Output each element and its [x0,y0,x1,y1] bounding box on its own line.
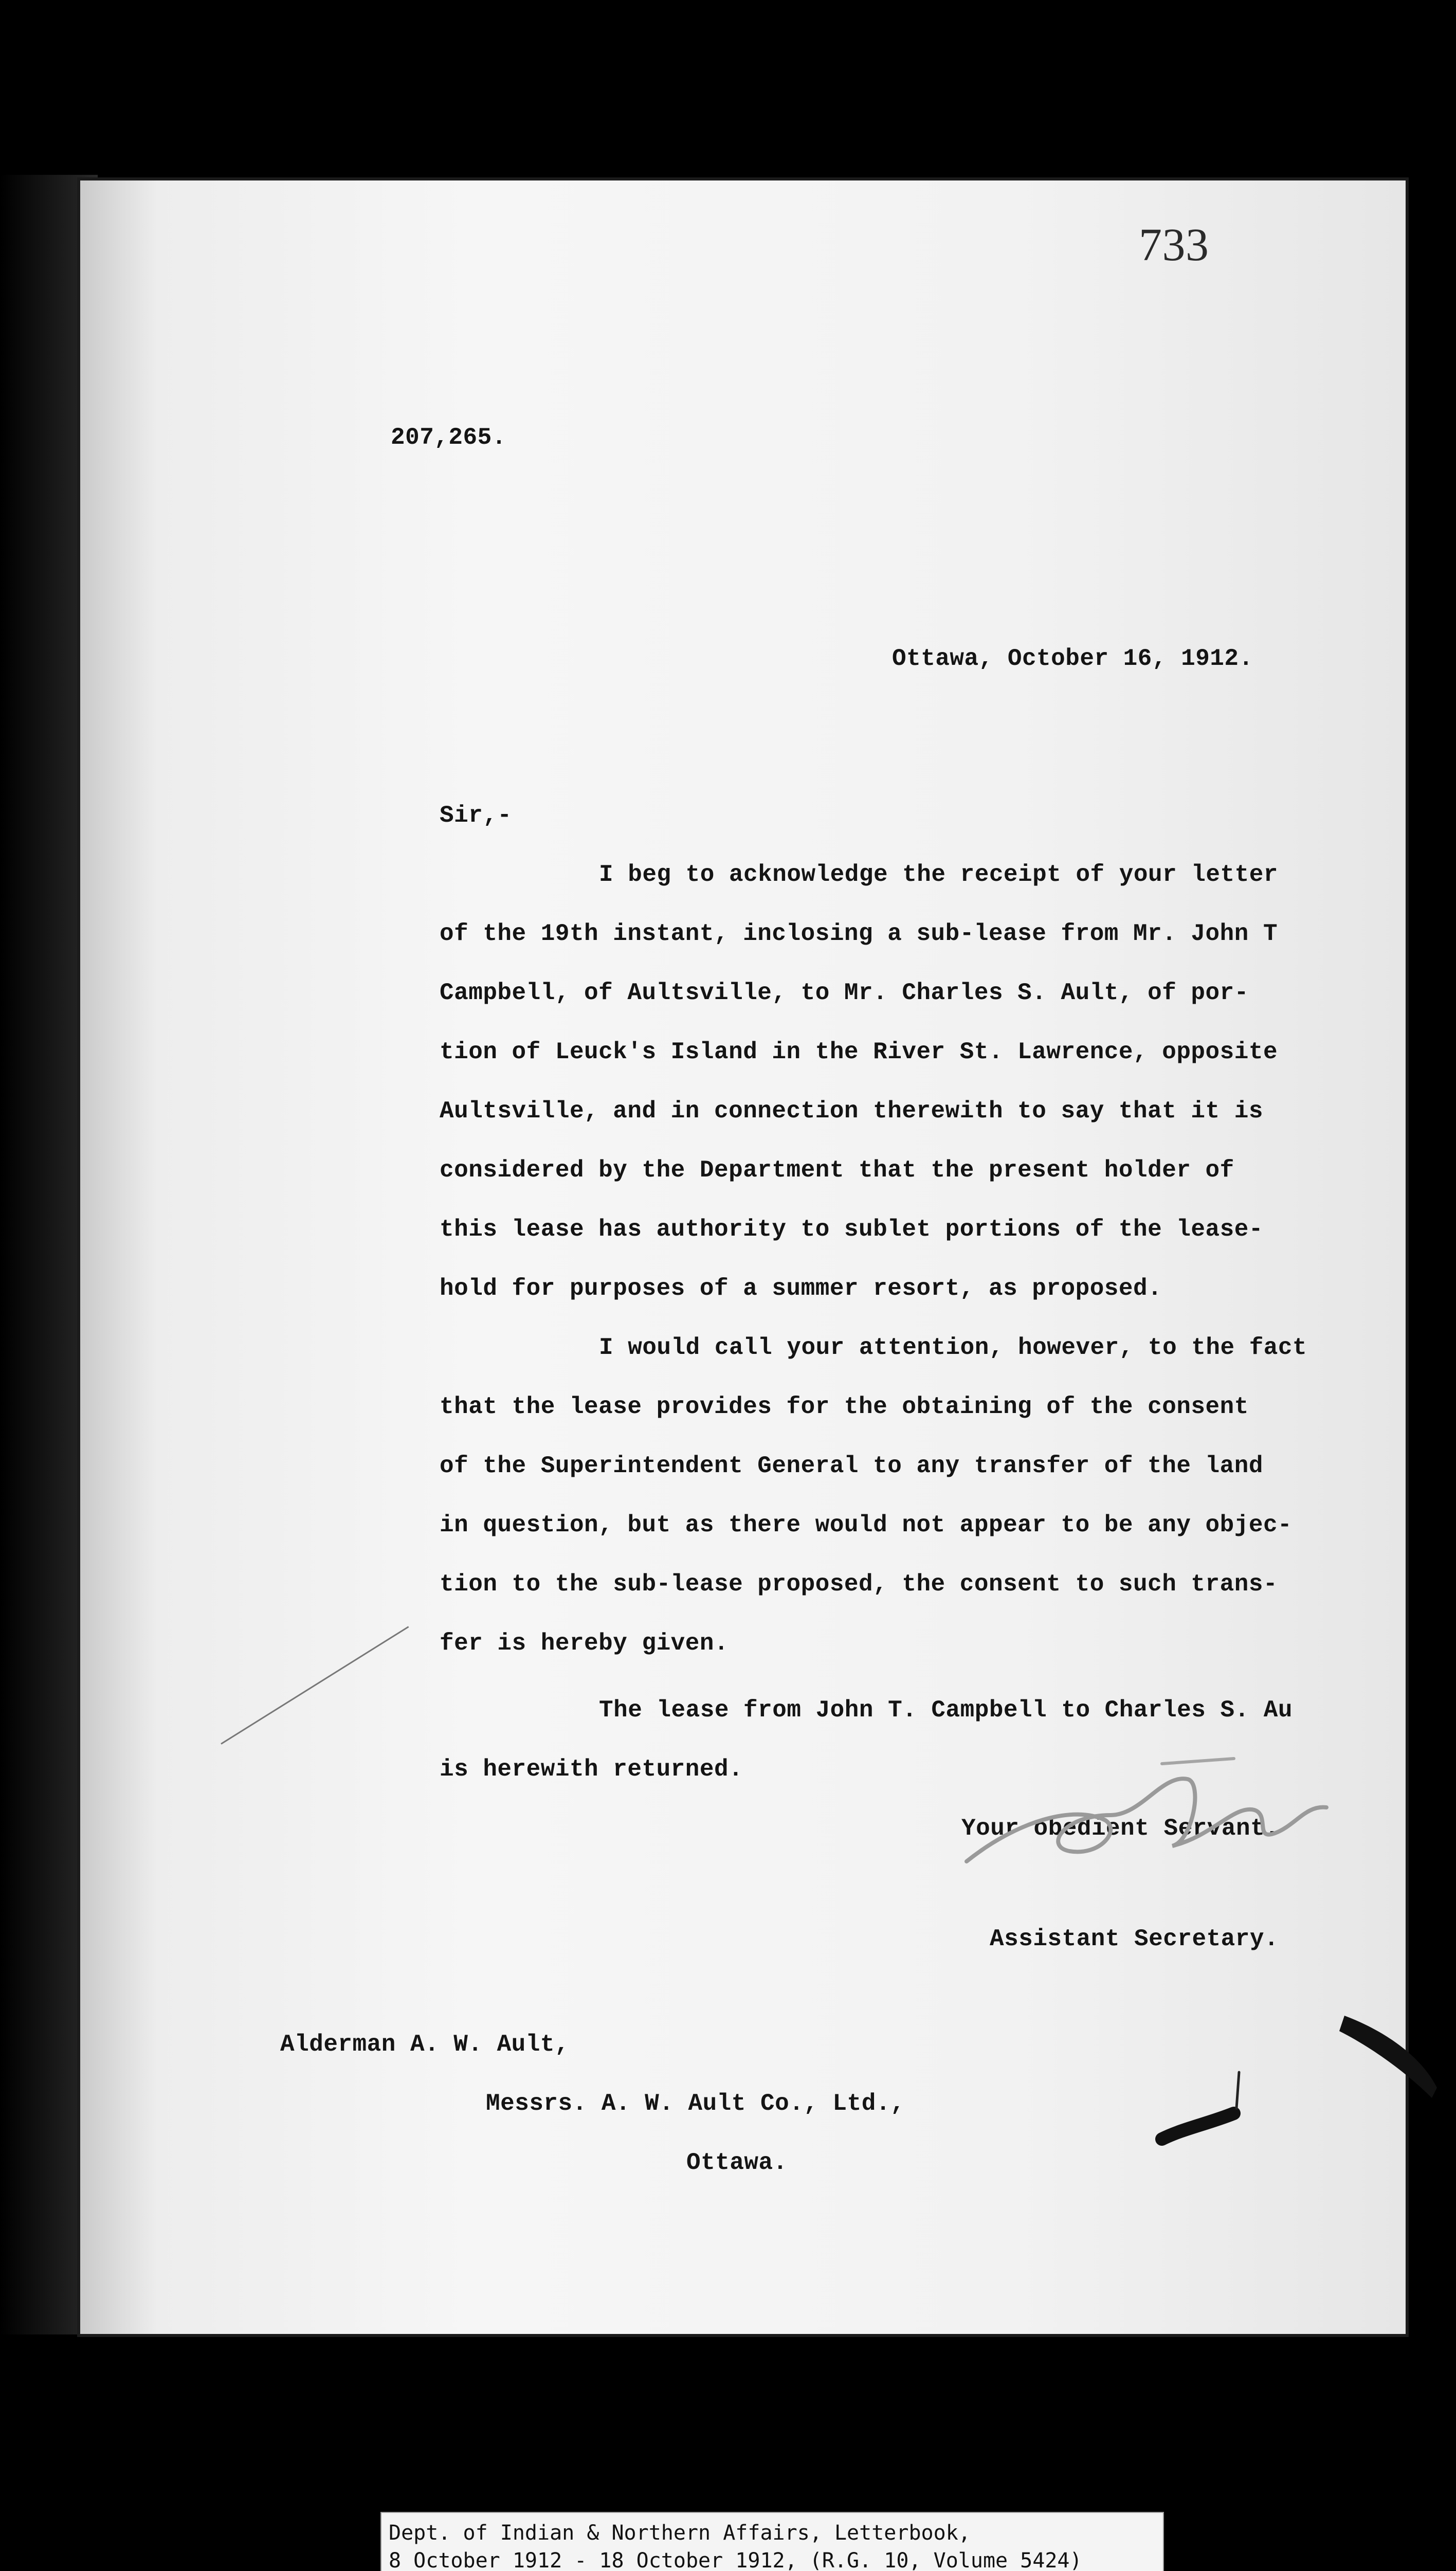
closing: Your obedient Servant. [961,1815,1280,1842]
body-line: Campbell, of Aultsville, to Mr. Charles S. Ault, of por- [440,980,1249,1006]
addressee-name: Alderman A. W. Ault, [280,2031,570,2058]
place-date: Ottawa, October 16, 1912. [892,645,1253,672]
body-line: is herewith returned. [440,1756,743,1783]
signature-title: Assistant Secretary. [990,1926,1279,1952]
letter-page [77,177,1409,2337]
caption-line-1: Dept. of Indian & Northern Affairs, Letterbook, [389,2521,971,2545]
body-line: Aultsville, and in connection therewith to say that it is [440,1098,1263,1125]
handwritten-signature [946,1743,1347,1887]
ink-smudge [1152,2052,1260,2154]
body-line: of the Superintendent General to any transfer of the land [440,1453,1263,1479]
paper-clip-shadow [1329,2000,1447,2154]
caption-line-2: 8 October 1912 - 18 October 1912, (R.G. 10, Volume 5424) [389,2549,1082,2571]
body-line: of the 19th instant, inclosing a sub-lease from Mr. John T [440,920,1278,947]
salutation: Sir,- [440,802,512,829]
body-line: I would call your attention, however, to the fact [599,1334,1307,1361]
body-line: considered by the Department that the present holder of [440,1157,1234,1184]
body-line: that the lease provides for the obtaining of the consent [440,1393,1249,1420]
addressee-firm: Messrs. A. W. Ault Co., Ltd., [486,2090,905,2117]
body-line: hold for purposes of a summer resort, as proposed. [440,1275,1162,1302]
body-line: this lease has authority to sublet portions of the lease- [440,1216,1263,1243]
body-line: tion to the sub-lease proposed, the consent to such trans- [440,1571,1278,1598]
body-line: I beg to acknowledge the receipt of your letter [599,861,1278,888]
page-number: 733 [1139,220,1209,270]
body-line: The lease from John T. Campbell to Charles S. Au [599,1697,1293,1724]
addressee-city: Ottawa. [686,2149,788,2176]
body-line: fer is hereby given. [440,1630,729,1657]
body-line: in question, but as there would not appear to be any objec- [440,1512,1293,1538]
body-line: tion of Leuck's Island in the River St. Lawrence, opposite [440,1039,1278,1065]
file-number: 207,265. [391,424,506,451]
archival-caption [380,2512,1164,2571]
